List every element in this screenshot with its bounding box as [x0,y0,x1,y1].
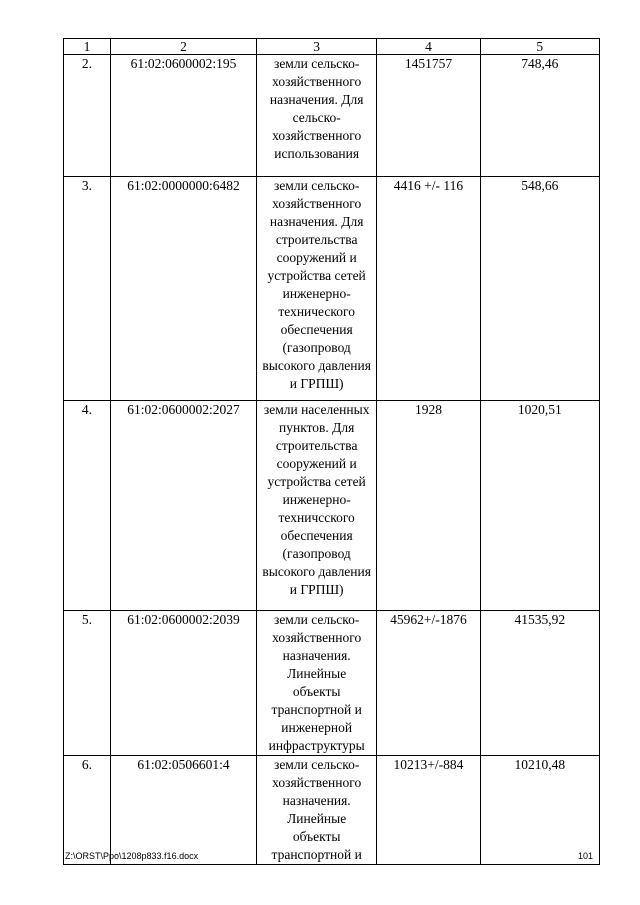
land-category [256,401,376,611]
land-category [256,55,376,177]
land-category-text: земли сельско-хозяйственного назначения. Для сельско-хозяйственного использования [269,56,364,161]
column-header: 1 [64,39,111,55]
column-header: 5 [480,39,599,55]
column-header: 2 [110,39,256,55]
land-category-text: земли населенных пунктов. Для строительства сооружений и устройства сетей инженерно-техничсского обеспечения (газопровод высокого давления и ГРПШ) [262,402,371,597]
cadastral-number: 61:02:0000000:6482 [110,177,256,401]
land-area: 1451757 [377,55,480,177]
land-category-text: земли сельско-хозяйственного назначения. Линейные объекты транспортной и инженерной инфраструктуры [268,612,365,753]
row-number: 5. [64,611,111,756]
column-header: 4 [377,39,480,55]
table-header-row [64,39,600,55]
cadastral-number: 61:02:0600002:195 [110,55,256,177]
land-area: 10213+/-884 [377,756,480,865]
table-row [64,756,600,865]
land-plots-table [63,38,600,865]
cadastral-value: 41535,92 [480,611,599,756]
table-row [64,611,600,756]
table-row [64,177,600,401]
cadastral-value: 10210,48 [480,756,599,865]
row-number: 2. [64,55,111,177]
cadastral-number: 61:02:0506601:4 [110,756,256,865]
land-area: 1928 [377,401,480,611]
row-number: 6. [64,756,111,865]
land-area: 4416 +/- 116 [377,177,480,401]
cadastral-value: 748,46 [480,55,599,177]
land-category-text: земли сельско-хозяйственного назначения. Линейные объекты транспортной и [271,757,362,862]
table-row [64,401,600,611]
footer-file-path: Z:\ORST\Ppo\1208p833.f16.docx [65,851,199,861]
land-category [256,177,376,401]
table-row [64,55,600,177]
cadastral-number: 61:02:0600002:2039 [110,611,256,756]
land-category [256,611,376,756]
land-area: 45962+/-1876 [377,611,480,756]
column-header: 3 [256,39,376,55]
land-category-text: земли сельско-хозяйственного назначения. Для строительства сооружений и устройства сетей инженерно-технического обеспечения (газопровод высокого давления и ГРПШ) [262,178,371,391]
row-number: 4. [64,401,111,611]
footer-page-number: 101 [578,851,594,861]
cadastral-value: 1020,51 [480,401,599,611]
row-number: 3. [64,177,111,401]
cadastral-number: 61:02:0600002:2027 [110,401,256,611]
cadastral-value: 548,66 [480,177,599,401]
land-category [256,756,376,865]
